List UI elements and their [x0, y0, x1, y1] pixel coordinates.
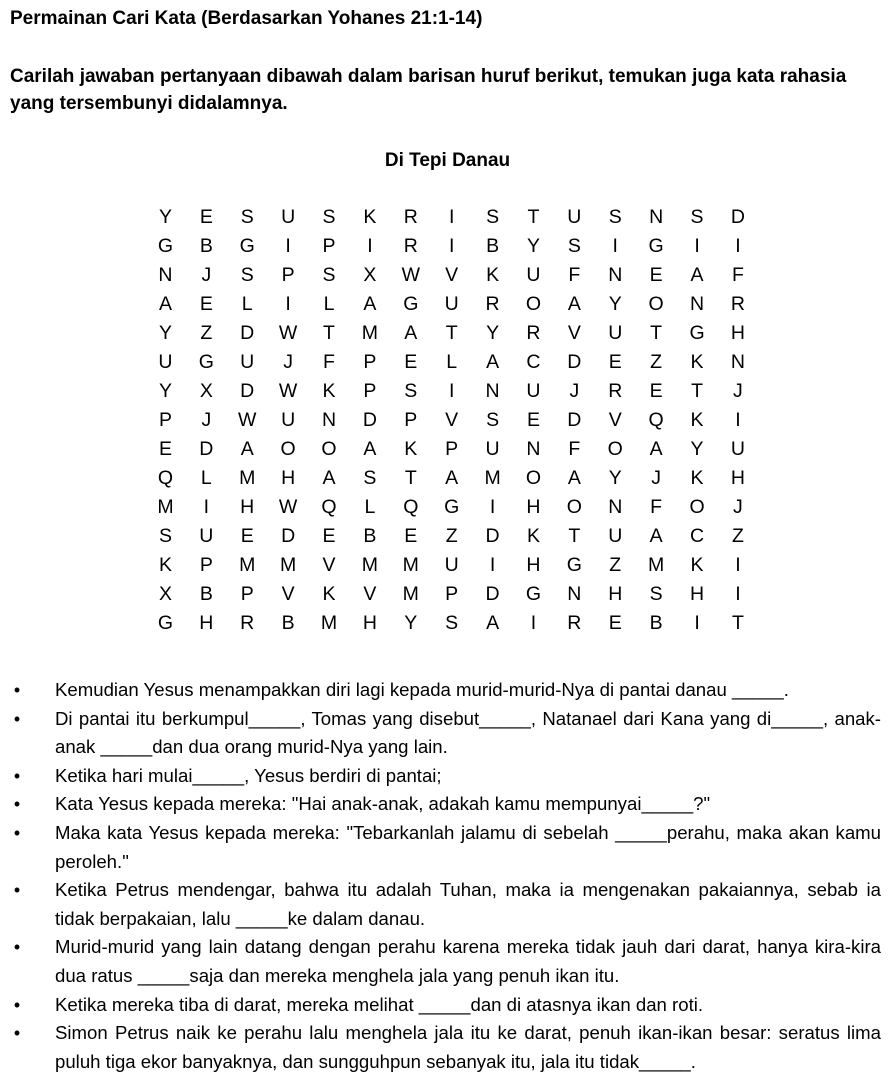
grid-letter: A	[690, 264, 704, 286]
grid-letter: E	[404, 351, 418, 373]
grid-letter: E	[240, 525, 254, 547]
grid-letter: G	[157, 235, 174, 257]
grid-letter: H	[730, 467, 745, 489]
grid-letter: I	[367, 235, 373, 257]
grid-letter: R	[526, 322, 541, 344]
question-list	[0, 676, 895, 1076]
grid-letter: S	[567, 235, 581, 257]
grid-letter: D	[240, 380, 255, 402]
grid-letter: G	[157, 612, 174, 634]
grid-letter: R	[608, 380, 623, 402]
grid-letter: K	[486, 264, 500, 286]
grid-letter: P	[445, 438, 459, 460]
grid-letter: S	[322, 264, 336, 286]
grid-letter: V	[445, 409, 459, 431]
grid-letter: T	[650, 322, 663, 344]
grid-letter: G	[566, 554, 582, 576]
grid-letter: M	[320, 612, 338, 634]
grid-letter: I	[448, 380, 455, 402]
grid-letter: E	[649, 264, 663, 286]
bullet-icon: •	[13, 1023, 21, 1044]
grid-letter: W	[278, 322, 298, 344]
bullet-icon: •	[13, 794, 21, 815]
grid-letter: A	[363, 293, 377, 315]
grid-letter: L	[446, 351, 458, 373]
question-item	[0, 790, 895, 819]
grid-letter: P	[158, 409, 172, 431]
grid-letter: K	[690, 467, 704, 489]
grid-letter: C	[526, 351, 541, 373]
grid-letter: A	[404, 322, 418, 344]
grid-letter: Z	[445, 525, 458, 547]
grid-letter: Z	[200, 322, 213, 344]
grid-letter: O	[280, 438, 296, 460]
grid-letter: R	[485, 293, 500, 315]
grid-letter: M	[361, 322, 379, 344]
question-text: Ketika mereka tiba di darat, mereka melihat _____dan di atasnya ikan dan roti.	[55, 993, 704, 1015]
grid-letter: N	[649, 206, 664, 228]
grid-letter: P	[363, 380, 377, 402]
grid-letter: T	[527, 206, 540, 228]
question-text: Kemudian Yesus menampakkan diri lagi kepada murid-murid-Nya di pantai danau _____.	[55, 679, 789, 700]
grid-letter: D	[199, 438, 214, 460]
grid-letter: N	[158, 264, 173, 286]
question-text: Ketika hari mulai_____, Yesus berdiri di pantai;	[55, 764, 442, 786]
puzzle-subtitle: Di Tepi Danau	[384, 150, 511, 171]
grid-letter: A	[649, 438, 663, 460]
grid-letter: P	[199, 554, 213, 576]
grid-letter: B	[363, 525, 377, 547]
grid-letter: J	[201, 264, 212, 286]
grid-letter: H	[526, 554, 541, 576]
grid-letter: I	[285, 293, 291, 315]
grid-letter: U	[526, 380, 541, 402]
grid-letter: P	[281, 264, 295, 286]
grid-letter: H	[281, 467, 296, 489]
instruction-text: Carilah jawaban pertanyaan dibawah dalam barisan huruf berikut, temukan juga kata rahasia yang tersembunyi didalamnya.	[10, 66, 847, 114]
question-text: Murid-murid yang lain datang dengan perahu karena mereka tidak jauh dari darat, hanya kira-kira dua ratus _____saja dan mereka menghela jala yang penuh ikan itu.	[55, 936, 881, 986]
grid-letter: V	[322, 554, 336, 576]
grid-letter: G	[239, 235, 255, 257]
grid-letter: W	[278, 380, 298, 402]
grid-letter: Q	[648, 409, 664, 431]
grid-letter: I	[203, 496, 210, 518]
grid-letter: E	[526, 409, 540, 431]
grid-letter: B	[199, 235, 213, 257]
question-item	[0, 762, 895, 791]
question-item	[0, 876, 895, 933]
bullet-icon: •	[13, 994, 21, 1015]
grid-letter: I	[735, 554, 741, 576]
grid-letter: E	[608, 612, 622, 634]
grid-letter: U	[608, 322, 623, 344]
bullet-icon: •	[13, 880, 21, 901]
grid-letter: M	[402, 583, 419, 605]
grid-letter: I	[735, 409, 741, 431]
grid-letter: F	[650, 496, 663, 518]
grid-letter: S	[158, 525, 172, 547]
grid-letter: Y	[158, 206, 172, 228]
grid-letter: U	[526, 264, 541, 286]
grid-letter: S	[690, 206, 704, 228]
grid-letter: A	[445, 467, 459, 489]
grid-letter: S	[486, 409, 500, 431]
question-item	[0, 1019, 895, 1076]
question-item	[0, 705, 895, 762]
grid-letter: G	[648, 235, 664, 257]
grid-letter: A	[363, 438, 377, 460]
grid-letter: I	[735, 235, 741, 257]
grid-letter: G	[525, 583, 542, 605]
grid-letter: A	[567, 293, 581, 315]
grid-letter: P	[363, 351, 377, 373]
grid-letter: N	[608, 264, 623, 286]
grid-letter: W	[238, 409, 257, 431]
grid-letter: O	[525, 467, 542, 489]
grid-letter: K	[322, 380, 336, 402]
grid-letter: D	[567, 351, 582, 373]
grid-letter: U	[485, 438, 500, 460]
page-title: Permainan Cari Kata (Berdasarkan Yohanes 21:1-14)	[10, 8, 483, 29]
grid-letter: T	[731, 612, 744, 634]
grid-letter: H	[730, 322, 745, 344]
grid-letter: P	[404, 409, 418, 431]
grid-letter: N	[730, 351, 745, 373]
grid-letter: J	[569, 380, 580, 402]
grid-letter: H	[526, 496, 541, 518]
grid-letter: N	[526, 438, 541, 460]
grid-letter: F	[568, 438, 581, 460]
grid-letter: Z	[650, 351, 663, 373]
grid-letter: Q	[403, 496, 419, 518]
grid-letter: S	[486, 206, 500, 228]
question-item	[0, 991, 895, 1020]
grid-letter: U	[281, 409, 296, 431]
grid-letter: U	[444, 293, 459, 315]
grid-letter: A	[486, 351, 500, 373]
grid-letter: G	[403, 293, 419, 315]
grid-letter: I	[694, 612, 700, 634]
grid-letter: M	[239, 467, 256, 489]
grid-letter: Y	[486, 322, 500, 344]
grid-letter: F	[568, 264, 581, 286]
grid-letter: N	[689, 293, 705, 315]
grid-letter: J	[733, 496, 743, 518]
grid-letter: S	[322, 206, 336, 228]
grid-letter: K	[690, 409, 704, 431]
grid-letter: V	[363, 583, 377, 605]
grid-letter: P	[322, 235, 336, 257]
grid-letter: O	[648, 293, 664, 315]
grid-letter: L	[241, 293, 253, 315]
grid-letter: H	[240, 496, 255, 518]
grid-letter: F	[731, 264, 744, 286]
grid-letter: S	[363, 467, 377, 489]
question-text: Ketika Petrus mendengar, bahwa itu adalah Tuhan, maka ia mengenakan pakaiannya, sebab ia tidak berpakaian, lalu _____ke dalam danau.	[55, 879, 881, 929]
grid-letter: E	[158, 438, 172, 460]
grid-letter: F	[323, 351, 335, 373]
grid-letter: H	[689, 583, 705, 605]
bullet-icon: •	[13, 708, 21, 729]
grid-letter: M	[239, 554, 256, 576]
grid-letter: D	[730, 206, 745, 228]
grid-letter: I	[735, 583, 741, 605]
grid-letter: I	[694, 235, 700, 257]
grid-letter: A	[240, 438, 254, 460]
grid-letter: J	[201, 409, 212, 431]
grid-letter: S	[445, 612, 459, 634]
grid-letter: D	[485, 583, 500, 605]
grid-letter: J	[283, 351, 293, 373]
grid-letter: C	[689, 525, 705, 547]
grid-letter: B	[281, 612, 295, 634]
bullet-icon: •	[13, 765, 21, 786]
grid-letter: Y	[158, 380, 172, 402]
grid-letter: A	[649, 525, 663, 547]
grid-letter: U	[240, 351, 255, 373]
grid-letter: B	[199, 583, 213, 605]
grid-letter: K	[690, 351, 704, 373]
grid-letter: S	[608, 206, 622, 228]
grid-letter: K	[404, 438, 418, 460]
grid-letter: H	[608, 583, 623, 605]
grid-letter: Y	[608, 467, 622, 489]
bullet-icon: •	[13, 680, 21, 700]
grid-letter: R	[240, 612, 255, 634]
grid-letter: K	[363, 206, 377, 228]
grid-letter: S	[240, 264, 254, 286]
grid-letter: L	[200, 467, 212, 489]
grid-letter: I	[489, 554, 496, 576]
grid-letter: O	[566, 496, 582, 518]
grid-letter: D	[485, 525, 500, 547]
grid-letter: T	[568, 525, 581, 547]
grid-letter: X	[363, 264, 377, 286]
grid-letter: V	[445, 264, 459, 286]
grid-letter: W	[278, 496, 298, 518]
bullet-icon: •	[13, 822, 21, 843]
question-item	[0, 933, 895, 990]
grid-letter: R	[730, 293, 745, 315]
grid-letter: K	[690, 554, 704, 576]
grid-letter: I	[285, 235, 291, 257]
grid-letter: E	[404, 525, 418, 547]
grid-letter: T	[404, 467, 417, 489]
grid-letter: M	[484, 467, 501, 489]
grid-letter: Y	[608, 293, 622, 315]
grid-letter: S	[649, 583, 663, 605]
grid-letter: U	[281, 206, 296, 228]
grid-letter: S	[404, 380, 418, 402]
grid-letter: K	[322, 583, 336, 605]
grid-letter: K	[158, 554, 172, 576]
grid-letter: W	[401, 264, 420, 286]
grid-letter: O	[607, 438, 623, 460]
grid-letter: N	[567, 583, 582, 605]
grid-letter: D	[281, 525, 296, 547]
grid-letter: D	[567, 409, 582, 431]
word-search-grid	[145, 203, 747, 638]
grid-letter: U	[158, 351, 173, 373]
question-item	[0, 676, 895, 705]
grid-letter: P	[445, 583, 459, 605]
question-text: Di pantai itu berkumpul_____, Tomas yang disebut_____, Natanael dari Kana yang di_____, anak-anak _____dan dua orang murid-Nya yang lain.	[55, 707, 881, 758]
grid-letter: M	[361, 554, 379, 576]
grid-letter: T	[691, 380, 703, 402]
grid-letter: J	[651, 467, 661, 489]
grid-letter: N	[485, 380, 500, 402]
grid-letter: G	[198, 351, 214, 373]
grid-letter: H	[199, 612, 214, 634]
grid-letter: H	[362, 612, 377, 634]
grid-letter: A	[322, 467, 336, 489]
grid-letter: Y	[690, 438, 704, 460]
grid-letter: G	[689, 322, 705, 344]
grid-letter: U	[608, 525, 623, 547]
grid-letter: O	[689, 496, 705, 518]
grid-letter: E	[322, 525, 336, 547]
grid-letter: X	[158, 583, 172, 605]
grid-letter: L	[364, 496, 376, 518]
grid-letter: U	[567, 206, 582, 228]
grid-letter: M	[279, 554, 297, 576]
grid-letter: Q	[321, 496, 337, 518]
grid-letter: E	[608, 351, 622, 373]
grid-letter: I	[489, 496, 496, 518]
bullet-icon: •	[13, 937, 21, 958]
grid-letter: I	[612, 235, 618, 257]
grid-letter: O	[321, 438, 337, 460]
grid-letter: O	[525, 293, 542, 315]
grid-letter: P	[240, 583, 254, 605]
grid-letter: I	[448, 235, 455, 257]
grid-letter: V	[608, 409, 622, 431]
grid-letter: E	[199, 206, 213, 228]
grid-letter: K	[526, 525, 540, 547]
grid-letter: S	[240, 206, 254, 228]
grid-letter: N	[608, 496, 623, 518]
grid-letter: Y	[526, 235, 540, 257]
grid-letter: A	[486, 612, 500, 634]
grid-letter: R	[567, 612, 582, 634]
grid-letter: D	[362, 409, 377, 431]
grid-letter: U	[730, 438, 745, 460]
grid-letter: L	[323, 293, 335, 315]
grid-letter: M	[157, 496, 174, 518]
grid-letter: Y	[158, 322, 172, 344]
grid-letter: Y	[404, 612, 418, 634]
grid-letter: I	[530, 612, 537, 634]
grid-letter: A	[567, 467, 581, 489]
question-text: Kata Yesus kepada mereka: "Hai anak-anak, adakah kamu mempunyai_____?"	[55, 793, 711, 815]
grid-letter: A	[158, 293, 172, 315]
grid-letter: V	[567, 322, 581, 344]
grid-letter: N	[321, 409, 337, 431]
grid-letter: Q	[157, 467, 174, 489]
grid-letter: D	[240, 322, 255, 344]
grid-letter: R	[403, 235, 418, 257]
grid-letter: M	[402, 554, 419, 576]
grid-letter: X	[199, 380, 213, 402]
grid-letter: B	[649, 612, 663, 634]
grid-letter: V	[281, 583, 295, 605]
grid-letter: M	[648, 554, 665, 576]
grid-letter: E	[199, 293, 213, 315]
question-item	[0, 819, 895, 876]
grid-letter: U	[199, 525, 214, 547]
grid-letter: U	[444, 554, 459, 576]
grid-letter: G	[444, 496, 460, 518]
grid-letter: T	[323, 322, 335, 344]
grid-letter: Z	[609, 554, 622, 576]
grid-letter: I	[448, 206, 455, 228]
grid-letter: Z	[731, 525, 744, 547]
grid-letter: R	[403, 206, 418, 228]
question-text: Simon Petrus naik ke perahu lalu menghela jala itu ke darat, penuh ikan-ikan besar: seratus lima puluh tiga ekor banyaknya, dan sungguhpun sebanyak itu, jala itu tidak_____.	[55, 1022, 881, 1072]
grid-letter: T	[445, 322, 458, 344]
question-text: Maka kata Yesus kepada mereka: "Tebarkanlah jalamu di sebelah _____perahu, maka akan kamu peroleh."	[55, 821, 881, 872]
grid-letter: B	[486, 235, 500, 257]
grid-letter: J	[733, 380, 743, 402]
grid-letter: E	[649, 380, 663, 402]
